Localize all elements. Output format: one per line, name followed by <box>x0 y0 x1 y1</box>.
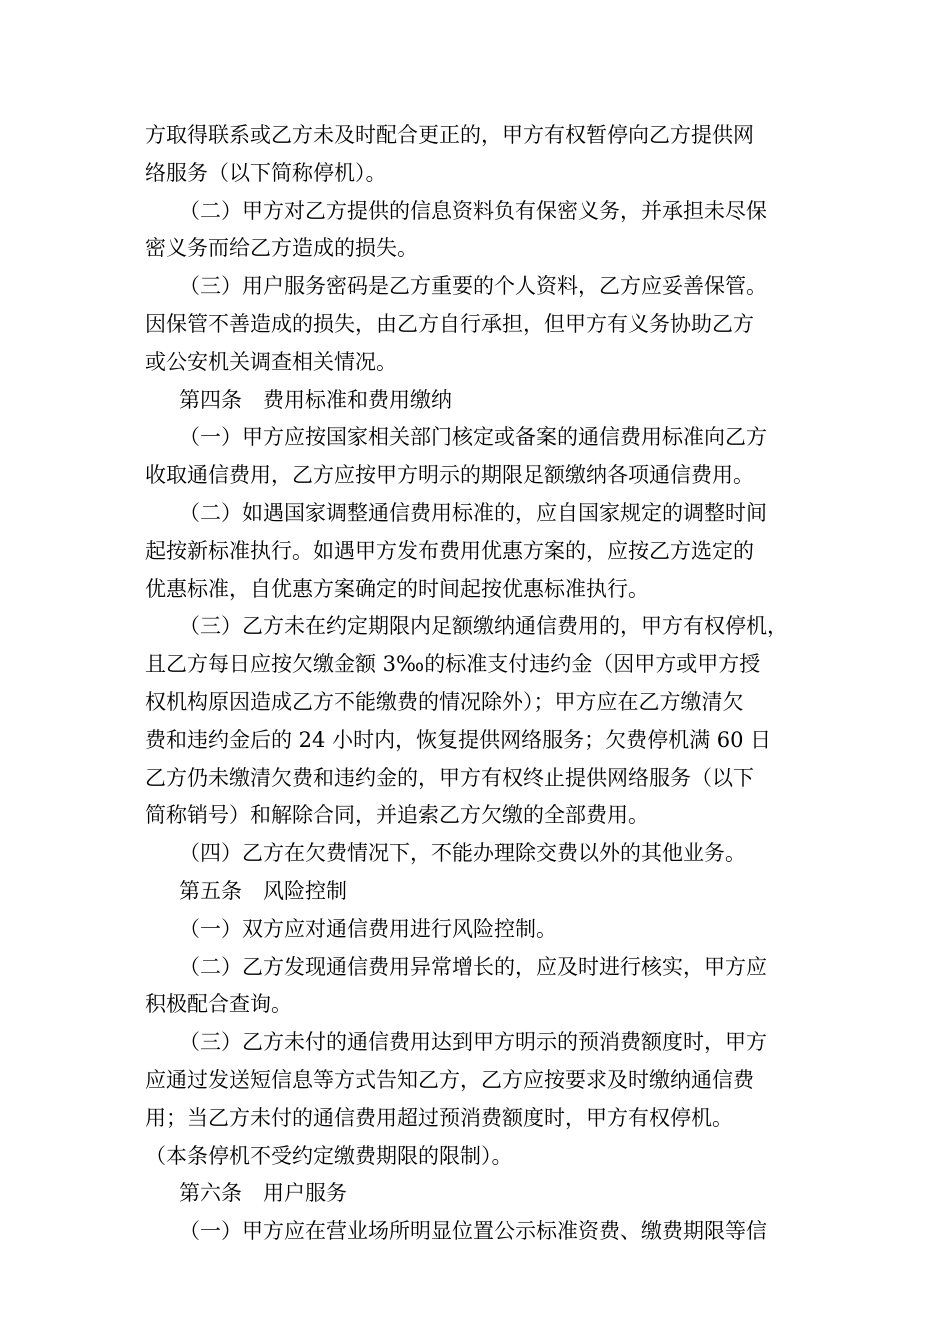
text-line: 简称销号）和解除合同，并追索乙方欠缴的全部费用。 <box>145 803 649 828</box>
text-line: （二）如遇国家调整通信费用标准的，应自国家规定的调整时间 <box>179 500 767 525</box>
text-line: 密义务而给乙方造成的损失。 <box>145 236 418 261</box>
text-line: （三）用户服务密码是乙方重要的个人资料，乙方应妥善保管。 <box>179 274 767 299</box>
text-line: 或公安机关调查相关情况。 <box>145 349 397 374</box>
text-line: （三）乙方未在约定期限内足额缴纳通信费用的，甲方有权停机， <box>179 614 788 639</box>
document-body <box>145 117 835 1251</box>
text-line: 费和违约金后的 24 小时内，恢复提供网络服务；欠费停机满 60 日 <box>145 727 772 752</box>
text-line: 积极配合查询。 <box>145 992 292 1017</box>
text-line: 第六条 用户服务 <box>179 1181 347 1206</box>
text-line: 因保管不善造成的损失，由乙方自行承担，但甲方有义务协助乙方 <box>145 311 754 336</box>
text-line: （本条停机不受约定缴费期限的限制）。 <box>145 1143 513 1168</box>
text-line: （二）乙方发现通信费用异常增长的，应及时进行核实，甲方应 <box>179 954 767 979</box>
text-line: （二）甲方对乙方提供的信息资料负有保密义务，并承担未尽保 <box>179 198 767 223</box>
text-line: 络服务（以下简称停机）。 <box>145 160 387 185</box>
text-line: 第五条 风险控制 <box>179 878 347 903</box>
text-line: 用；当乙方未付的通信费用超过预消费额度时，甲方有权停机。 <box>145 1105 733 1130</box>
text-line: 收取通信费用，乙方应按甲方明示的期限足额缴纳各项通信费用。 <box>145 463 754 488</box>
text-line: 起按新标准执行。如遇甲方发布费用优惠方案的，应按乙方选定的 <box>145 538 754 563</box>
text-line: 第四条 费用标准和费用缴纳 <box>179 387 452 412</box>
text-line: （一）甲方应按国家相关部门核定或备案的通信费用标准向乙方 <box>179 425 767 450</box>
text-line: （一）甲方应在营业场所明显位置公示标准资费、缴费期限等信 <box>179 1219 767 1244</box>
text-line: （三）乙方未付的通信费用达到甲方明示的预消费额度时，甲方 <box>179 1030 767 1055</box>
text-line: 应通过发送短信息等方式告知乙方，乙方应按要求及时缴纳通信费 <box>145 1067 754 1092</box>
text-line: 乙方仍未缴清欠费和违约金的，甲方有权终止提供网络服务（以下 <box>145 765 754 790</box>
text-line: 优惠标准，自优惠方案确定的时间起按优惠标准执行。 <box>145 576 649 601</box>
text-line: 且乙方每日应按欠缴金额 3‰的标准支付违约金（因甲方或甲方授 <box>145 652 761 677</box>
text-line: 方取得联系或乙方未及时配合更正的，甲方有权暂停向乙方提供网 <box>145 123 754 147</box>
text-line: （四）乙方在欠费情况下，不能办理除交费以外的其他业务。 <box>179 841 746 866</box>
text-line: （一）双方应对通信费用进行风险控制。 <box>179 916 557 941</box>
text-line: 权机构原因造成乙方不能缴费的情况除外）；甲方应在乙方缴清欠 <box>145 689 744 714</box>
